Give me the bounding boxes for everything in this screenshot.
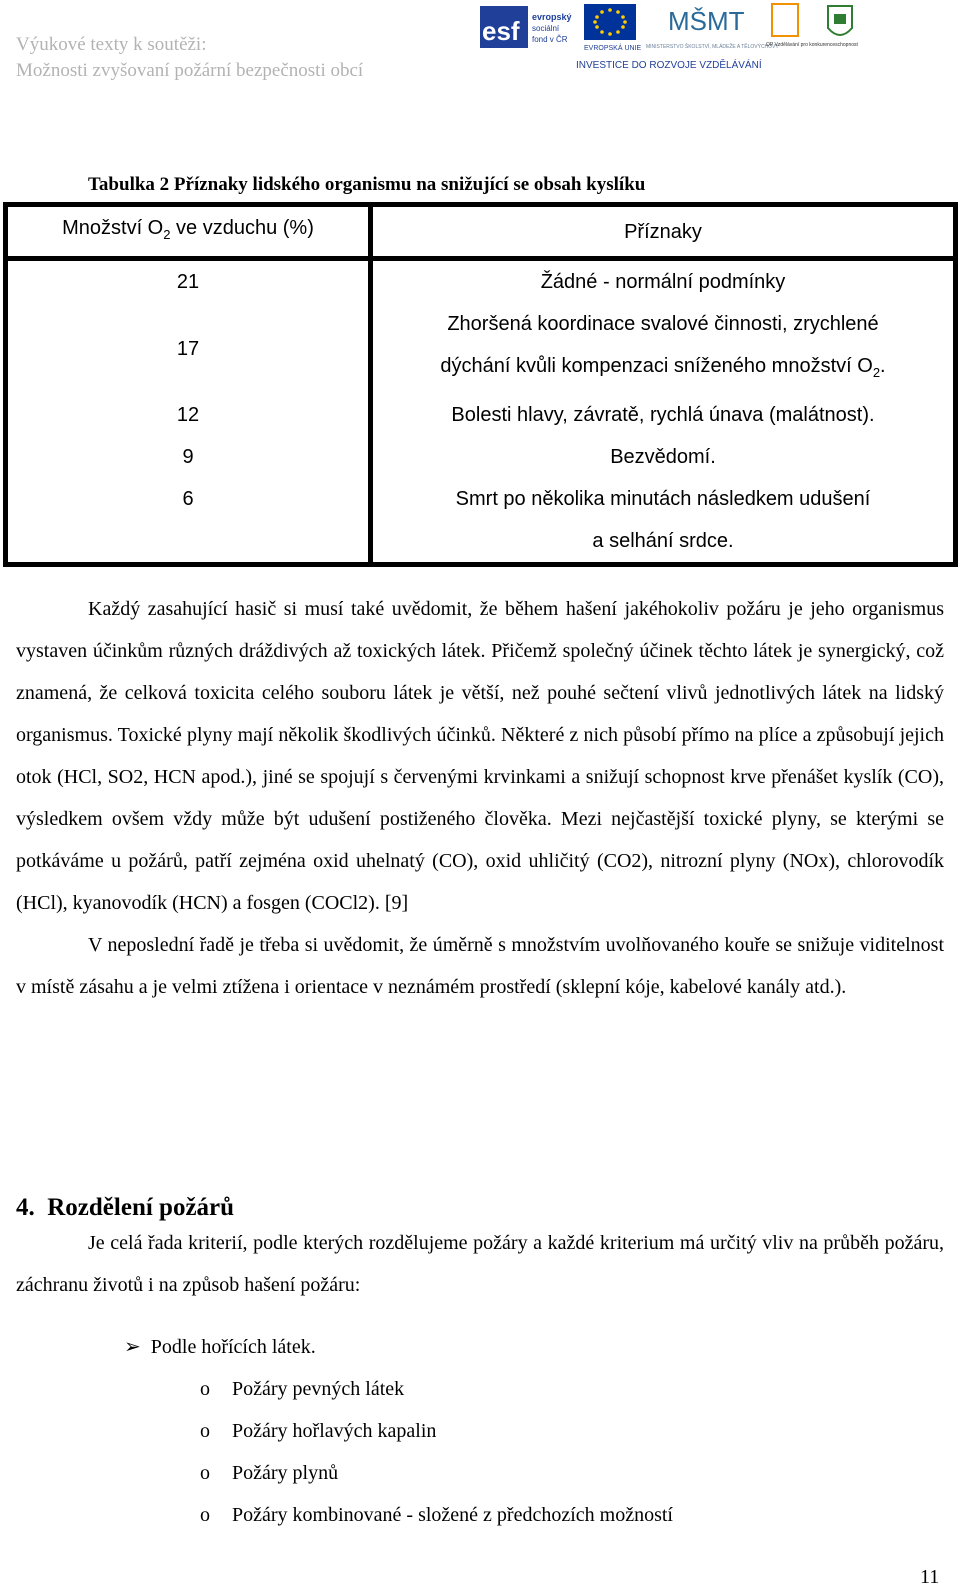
school-crest-logo xyxy=(828,6,852,35)
row-symptoms: Zhoršená koordinace svalové činnosti, zrychlené dýchání kvůli kompenzaci sníženého množství $O_2$. xyxy=(440,313,886,380)
body-text-2 xyxy=(16,1222,944,1306)
sub-list xyxy=(200,1368,673,1536)
header-line-2: Možnosti zvyšovaní požární bezpečnosti obcí xyxy=(16,60,364,81)
paragraph-visibility: V neposlední řadě je třeba si uvědomit, že úměrně s množstvím uvolňovaného kouře se snižuje viditelnost v místě zásahu a je velmi ztížena i orientace v neznámém prostředí (sklepní kóje, kabelové kanály atd.). xyxy=(16,934,944,998)
header-symptoms: Příznaky xyxy=(371,205,956,259)
arrow-bullet-icon: ➢ xyxy=(124,1336,141,1358)
row-amount: 6 xyxy=(6,478,371,565)
bullet-item: ➢ Podle hořících látek. xyxy=(124,1336,316,1358)
row-amount: 21 xyxy=(6,259,371,304)
svg-text:sociální: sociální xyxy=(532,24,560,33)
invest-slogan: INVESTICE DO ROZVOJE VZDĚLÁVÁNÍ xyxy=(576,60,762,71)
table-row xyxy=(6,478,956,565)
row-symptoms: Žádné - normální podmínky xyxy=(540,271,786,293)
table-row xyxy=(6,303,956,394)
row-amount: 9 xyxy=(6,436,371,478)
body-text-1 xyxy=(16,588,944,1008)
table-row xyxy=(6,436,956,478)
page-number: 11 xyxy=(920,1566,940,1588)
table-caption: Tabulka 2 Příznaky lidského organismu na snižující se obsah kyslíku xyxy=(88,174,646,195)
row-symptoms: Smrt po několika minutách následkem udušení a selhání srdce. xyxy=(455,488,871,552)
list-item: o Požáry kombinované - složené z předchozích možností xyxy=(200,1504,673,1526)
svg-text:MŠMT: MŠMT xyxy=(668,6,745,36)
row-symptoms: Bezvědomí. xyxy=(610,446,716,468)
running-header xyxy=(16,32,363,84)
esf-logo xyxy=(480,6,572,48)
table-header-row xyxy=(6,205,956,259)
header-amount: Množství $O_2$ ve vzduchu (%) xyxy=(6,205,371,259)
paragraph-toxic-gases: Každý zasahující hasič si musí také uvědomit, že během hašení jakéhokoliv požáru je jeho organismus vystaven účinkům různých dráždivých až toxických látek. Přičemž společný účinek těchto látek je synergický, což znamená, že celková toxicita celého souboru látek je větší, než pouhé sečtení vlivů jednotlivých látek na lidský organismus. Toxické plyny mají několik škodlivých účinků. Některé z nich působí přímo na plíce a způsobují jejich otok (HCl, SO2, HCN apod.), jiné se spojují s červenými krvinkami a snižují schopnost krve přenášet kyslík (CO), výsledkem ovšem vždy může být udušení postiženého člověka. Mezi nejčastější toxické plyny, se kterými se potkáváme u požárů, patří zejména oxid uhelnatý (CO), oxid uhličitý (CO2), nitrozní plyny (NOx), chlorovodík (HCl), kyanovodík (HCN) a fosgen (COCl2). [9] xyxy=(16,598,944,914)
paragraph-criteria: Je celá řada kriterií, podle kterých rozdělujeme požáry a každé kriterium má určitý vliv na průběh požáru, záchranu životů i na způsob hašení požáru: xyxy=(16,1232,944,1296)
svg-text:evropský: evropský xyxy=(532,12,572,22)
svg-text:fond v ČR: fond v ČR xyxy=(532,35,568,44)
svg-text:OP Vzdělávání pro konkurencesc: OP Vzdělávání pro konkurenceschopnost xyxy=(766,42,858,48)
table-row xyxy=(6,394,956,436)
header-line-1: Výukové texty k soutěži: xyxy=(16,34,207,55)
msmt-logo xyxy=(646,6,779,50)
eu-flag-logo xyxy=(584,4,642,52)
list-item: o Požáry pevných látek xyxy=(200,1378,405,1400)
list-item: o Požáry plynů xyxy=(200,1462,339,1484)
row-symptoms: Bolesti hlavy, závratě, rychlá únava (malátnost). xyxy=(451,404,875,426)
oxygen-symptoms-table xyxy=(3,202,958,567)
row-amount: 12 xyxy=(6,394,371,436)
table-row xyxy=(6,259,956,304)
sponsor-logos xyxy=(480,0,888,72)
section-heading: 4. Rozdělení požárů xyxy=(16,1194,235,1221)
svg-text:MINISTERSTVO ŠKOLSTVÍ, MLÁDEŽE: MINISTERSTVO ŠKOLSTVÍ, MLÁDEŽE A TĚLOVÝCHOVY xyxy=(646,44,779,50)
svg-text:esf: esf xyxy=(482,16,520,46)
svg-text:EVROPSKÁ UNIE: EVROPSKÁ UNIE xyxy=(584,45,642,52)
row-amount: 17 xyxy=(6,303,371,394)
list-item: o Požáry hořlavých kapalin xyxy=(200,1420,437,1442)
